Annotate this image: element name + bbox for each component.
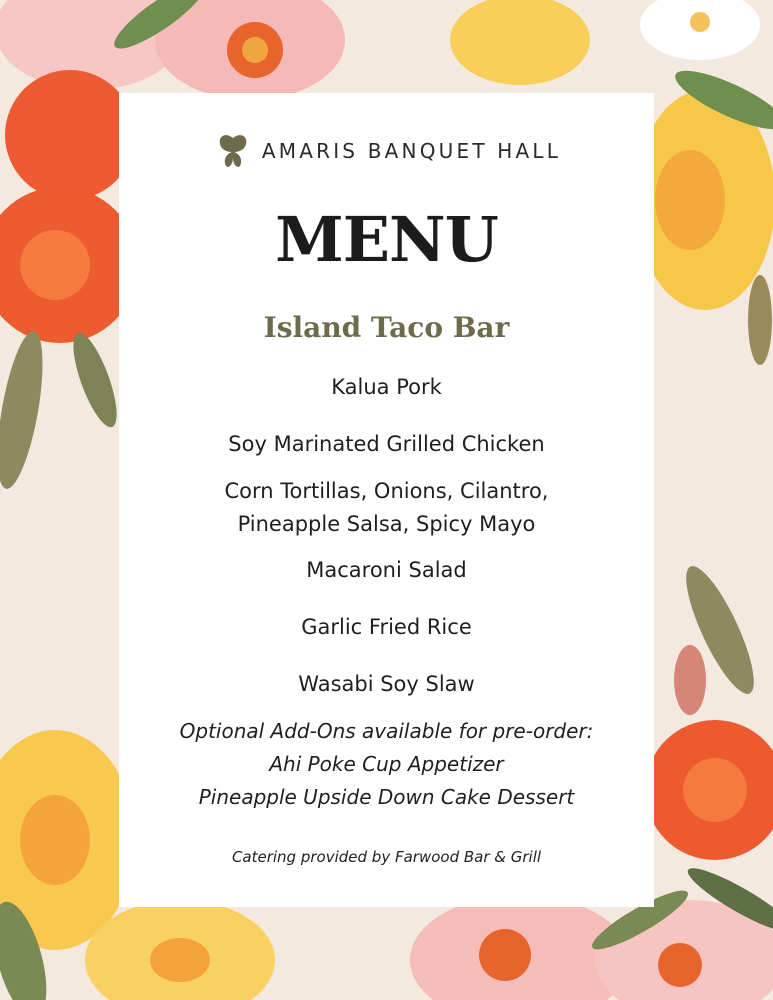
addons-heading: Optional Add-Ons available for pre-order: bbox=[179, 719, 594, 743]
menu-item: Kalua Pork bbox=[331, 375, 442, 399]
menu-card bbox=[119, 93, 654, 907]
flower-icon bbox=[0, 70, 138, 343]
catering-note: Catering provided by Farwood Bar & Grill bbox=[231, 848, 542, 866]
brand-name: AMARIS BANQUET HALL bbox=[261, 139, 562, 163]
leaf-icon bbox=[674, 559, 766, 715]
menu-item: Garlic Fried Rice bbox=[301, 615, 472, 639]
menu-item: Soy Marinated Grilled Chicken bbox=[228, 432, 545, 456]
butterfly-icon bbox=[212, 130, 254, 172]
optional-addons bbox=[119, 715, 654, 814]
page-title: MENU bbox=[275, 203, 498, 276]
menu-item: Wasabi Soy Slaw bbox=[298, 672, 475, 696]
brand-header bbox=[119, 131, 654, 171]
addon-item: Ahi Poke Cup Appetizer bbox=[269, 752, 504, 776]
addon-item: Pineapple Upside Down Cake Dessert bbox=[198, 785, 575, 809]
menu-item: Pineapple Salsa, Spicy Mayo bbox=[237, 512, 536, 536]
menu-item: Corn Tortillas, Onions, Cilantro, bbox=[224, 479, 549, 503]
menu-item: Macaroni Salad bbox=[306, 558, 467, 582]
section-title: Island Taco Bar bbox=[263, 311, 510, 344]
